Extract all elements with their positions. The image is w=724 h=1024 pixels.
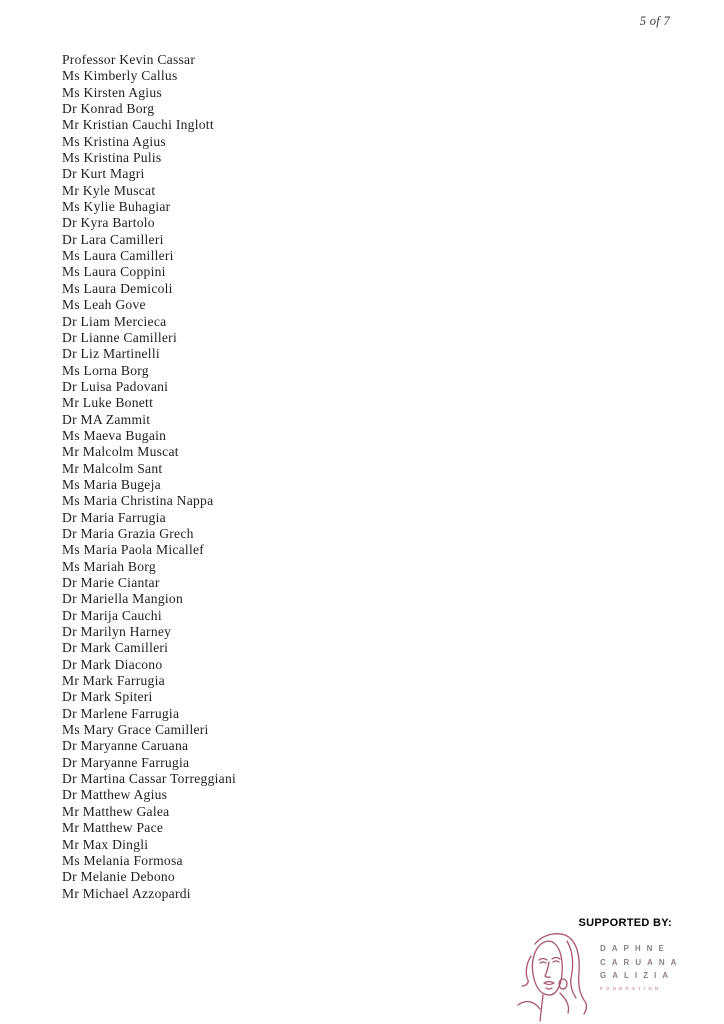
- list-item: Ms Maria Bugeja: [62, 476, 161, 492]
- list-item: Dr Melanie Debono: [62, 869, 175, 885]
- list-item: Ms Laura Coppini: [62, 264, 166, 280]
- list-item: Mr Malcolm Sant: [62, 460, 163, 476]
- list-item: Dr Kurt Magri: [62, 166, 145, 182]
- list-item: Dr Lianne Camilleri: [62, 329, 177, 345]
- list-item: Dr Konrad Borg: [62, 101, 155, 117]
- list-item: Ms Mariah Borg: [62, 558, 156, 574]
- list-item: Ms Kristina Pulis: [62, 150, 162, 166]
- list-item: Mr Kyle Muscat: [62, 182, 156, 198]
- list-item: Mr Luke Bonett: [62, 395, 154, 411]
- list-item: Mr Matthew Galea: [62, 803, 170, 819]
- list-item: Dr Maryanne Farrugia: [62, 754, 190, 770]
- list-item: Ms Kristina Agius: [62, 133, 166, 149]
- wordmark-line-3: GALIZIA: [600, 971, 674, 980]
- woman-face-icon: [516, 929, 601, 1023]
- list-item: Ms Laura Demicoli: [62, 280, 173, 296]
- list-item: Dr Marie Ciantar: [62, 575, 160, 590]
- list-item: Mr Mark Farrugia: [62, 673, 165, 689]
- list-item: Ms Kylie Buhagiar: [62, 199, 171, 215]
- list-item: Dr Marilyn Harney: [62, 624, 172, 640]
- list-item: Mr Max Dingli: [62, 836, 149, 852]
- wordmark-subline: FOUNDATION: [600, 985, 662, 991]
- list-item: Dr Maria Farrugia: [62, 509, 166, 525]
- list-item: Dr Kyra Bartolo: [62, 215, 155, 231]
- list-item: Ms Maeva Bugain: [62, 427, 167, 443]
- list-item: Ms Kirsten Agius: [62, 84, 162, 100]
- list-item: Dr Maryanne Caruana: [62, 738, 189, 754]
- list-item: Dr MA Zammit: [62, 411, 151, 427]
- names-list: [62, 52, 482, 902]
- list-item: Ms Maria Christina Nappa: [62, 493, 214, 509]
- list-item: Mr Kristian Cauchi Inglott: [62, 117, 214, 133]
- list-item: Dr Liz Martinelli: [62, 346, 160, 362]
- wordmark-line-2: CARUANA: [600, 957, 683, 967]
- list-item: Dr Martina Cassar Torreggiani: [62, 771, 237, 787]
- list-item: Ms Mary Grace Camilleri: [62, 722, 209, 738]
- foundation-wordmark: [600, 942, 682, 991]
- list-item: Dr Luisa Padovani: [62, 378, 169, 394]
- list-item: Professor Kevin Cassar: [62, 52, 196, 67]
- list-item: Mr Malcolm Muscat: [62, 444, 179, 460]
- list-item: Dr Marlene Farrugia: [62, 705, 180, 721]
- list-item: Ms Kimberly Callus: [62, 68, 178, 84]
- list-item: Dr Mark Diacono: [62, 656, 163, 672]
- list-item: Dr Maria Grazia Grech: [62, 525, 194, 541]
- page-number: 5 of 7: [639, 14, 670, 28]
- list-item: Dr Marija Cauchi: [62, 607, 162, 623]
- list-item: Ms Lorna Borg: [62, 362, 149, 378]
- list-item: Dr Mariella Mangion: [62, 591, 184, 607]
- list-item: Dr Matthew Agius: [62, 787, 168, 803]
- foundation-logo: [516, 929, 692, 1024]
- list-item: Dr Liam Mercieca: [62, 313, 167, 329]
- list-item: Ms Maria Paola Micallef: [62, 542, 205, 558]
- list-item: Ms Leah Gove: [62, 297, 146, 313]
- list-item: Mr Michael Azzopardi: [62, 885, 191, 901]
- wordmark-line-1: DAPHNE: [600, 944, 670, 953]
- list-item: Ms Melania Formosa: [62, 852, 183, 868]
- list-item: Ms Laura Camilleri: [62, 248, 174, 264]
- supported-by-label: SUPPORTED BY:: [578, 917, 672, 929]
- list-item: Mr Matthew Pace: [62, 820, 164, 836]
- list-item: Dr Mark Spiteri: [62, 689, 153, 705]
- list-item: Dr Mark Camilleri: [62, 640, 169, 656]
- list-item: Dr Lara Camilleri: [62, 231, 164, 247]
